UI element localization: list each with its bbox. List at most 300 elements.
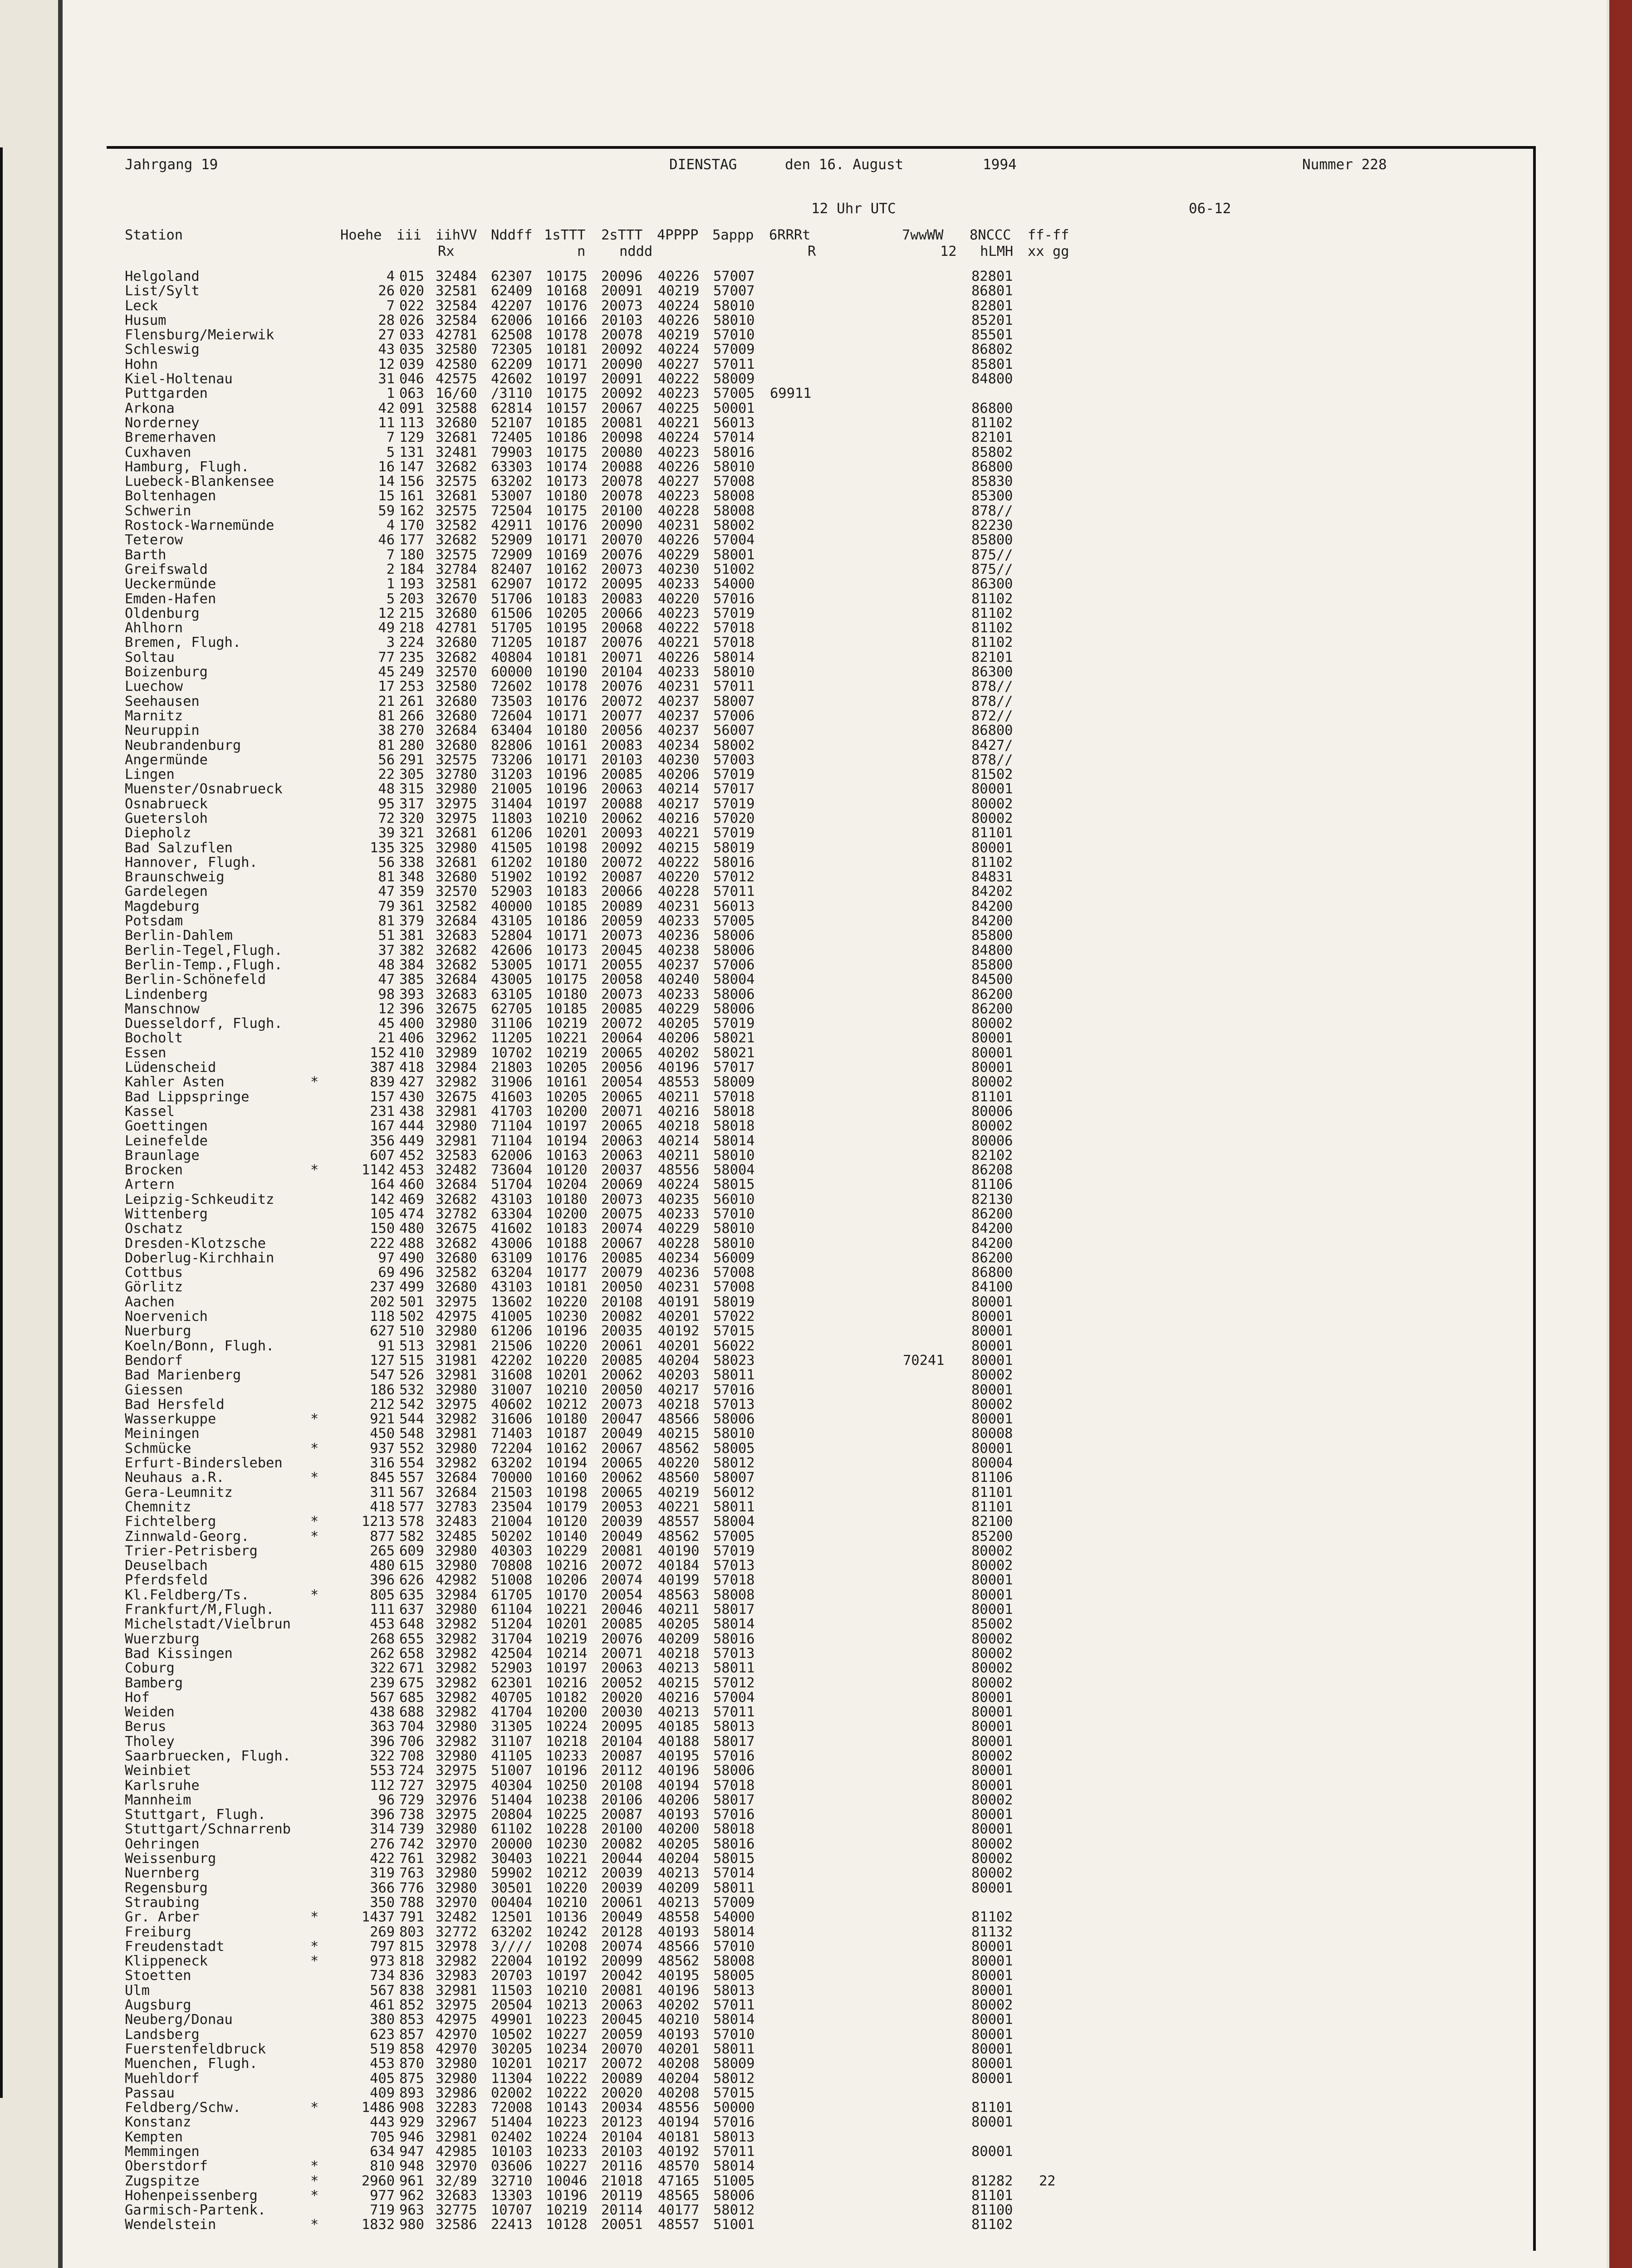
station-name: Osnabrueck: [125, 796, 208, 812]
iihvv-value: 32981: [436, 1982, 477, 1999]
nddff-value: 41603: [491, 1089, 533, 1105]
5appp-value: 58012: [713, 2070, 755, 2087]
5appp-value: 57010: [713, 2026, 755, 2043]
ffff-value: [1039, 1222, 1056, 1236]
4pppp-value: 48562: [658, 1528, 700, 1545]
7wwww-value: [903, 914, 944, 929]
2sttt-value: 20073: [601, 1191, 643, 1207]
binding-gutter: [0, 0, 59, 2268]
2sttt-value: 20059: [601, 2026, 643, 2043]
iihvv-value: 32975: [436, 1294, 477, 1310]
4pppp-value: 40192: [658, 2144, 700, 2160]
7wwww-value: [903, 1676, 944, 1691]
iii-value: 582: [399, 1528, 424, 1545]
ffff-value: [1039, 1310, 1056, 1324]
ffff-value: [1039, 1251, 1056, 1266]
6rrrt-value: [770, 1896, 811, 1910]
hoehe-value: 27: [378, 327, 395, 343]
nddff-value: 41703: [491, 1103, 533, 1119]
4pppp-value: 40177: [658, 2202, 700, 2219]
5appp-value: 58012: [713, 2202, 755, 2219]
iihvv-value: 32588: [436, 400, 477, 416]
4pppp-value: 40181: [658, 2129, 700, 2145]
station-name: Bamberg: [125, 1675, 183, 1691]
5appp-value: 58005: [713, 1968, 755, 1984]
mountain-marker: *: [310, 1587, 319, 1603]
ffff-value: [1039, 650, 1056, 665]
1sttt-value: 10185: [546, 1001, 588, 1017]
1sttt-value: 10230: [546, 1836, 588, 1852]
5appp-value: 57004: [713, 532, 755, 548]
mountain-marker: [310, 1984, 319, 1998]
8nccc-value: 86801: [971, 283, 1013, 299]
iii-value: 544: [399, 1411, 424, 1427]
1sttt-value: 10200: [546, 1704, 588, 1721]
hoehe-value: 81: [378, 737, 395, 753]
iii-value: 280: [399, 737, 424, 753]
ffff-value: [1039, 694, 1056, 709]
8nccc-value: 80001: [971, 1733, 1013, 1750]
6rrrt-column: [770, 269, 811, 2233]
8nccc-value: 82102: [971, 1147, 1013, 1163]
hoehe-value: 350: [370, 1894, 395, 1911]
1sttt-value: 10212: [546, 1396, 588, 1413]
ffff-value: [1039, 929, 1056, 943]
5appp-value: 57013: [713, 1558, 755, 1574]
6rrrt-value: [770, 1705, 811, 1720]
6rrrt-value: [770, 1266, 811, 1280]
nddff-value: 52903: [491, 1660, 533, 1677]
5appp-value: 58014: [713, 1924, 755, 1940]
2sttt-value: 20069: [601, 1177, 643, 1193]
8nccc-value: 80001: [971, 1602, 1013, 1618]
4pppp-value: 40229: [658, 1001, 700, 1017]
iii-value: 776: [399, 1880, 424, 1896]
5appp-value: 57017: [713, 781, 755, 797]
station-name: Kahler Asten: [125, 1074, 225, 1090]
ffff-value: [1039, 1354, 1056, 1368]
5appp-value: 58004: [713, 972, 755, 988]
7wwww-value: [903, 1559, 944, 1573]
ffff-value: [1039, 2189, 1056, 2203]
iii-value: 763: [399, 1865, 424, 1882]
6rrrt-value: [770, 2042, 811, 2057]
5appp-value: 58009: [713, 371, 755, 387]
ffff-value: [1039, 1515, 1056, 1529]
iii-value: 393: [399, 986, 424, 1002]
iii-value: 129: [399, 430, 424, 446]
5appp-value: 57014: [713, 1865, 755, 1882]
iihvv-value: 32684: [436, 723, 477, 739]
8nccc-value: 81100: [971, 2202, 1013, 2219]
iii-value: 548: [399, 1426, 424, 1442]
7wwww-value: [903, 1471, 944, 1485]
ffff-value: [1039, 943, 1056, 958]
mountain-marker: [310, 943, 319, 958]
1sttt-value: 10120: [546, 1162, 588, 1178]
iii-value: 359: [399, 884, 424, 900]
ffff-value: [1039, 1632, 1056, 1647]
5appp-value: 51002: [713, 561, 755, 577]
nddff-value: 52107: [491, 415, 533, 431]
7wwww-value: [903, 1237, 944, 1251]
iihvv-value: 32683: [436, 986, 477, 1002]
8nccc-value: 80001: [971, 1060, 1013, 1076]
2sttt-value: 20103: [601, 752, 643, 768]
station-name: Karlsruhe: [125, 1777, 200, 1794]
mountain-marker: [310, 1559, 319, 1573]
5appp-value: 57009: [713, 342, 755, 358]
iii-value: 501: [399, 1294, 424, 1310]
mountain-marker: [310, 826, 319, 841]
mountain-marker: [310, 767, 319, 782]
6rrrt-value: [770, 357, 811, 372]
iii-value: 046: [399, 371, 424, 387]
5appp-value: 57015: [713, 1323, 755, 1339]
ffff-value: [1039, 797, 1056, 811]
iii-value: 430: [399, 1089, 424, 1105]
col-ffff-header: ff-ff: [1028, 227, 1069, 243]
hoehe-value: 1213: [361, 1514, 395, 1530]
station-name: Bocholt: [125, 1030, 183, 1046]
ffff-value: [1039, 870, 1056, 885]
iihvv-value: 32980: [436, 2056, 477, 2072]
5appp-value: 57008: [713, 474, 755, 490]
8nccc-value: 80001: [971, 840, 1013, 856]
ffff-value: [1039, 284, 1056, 298]
nddff-value: 32710: [491, 2173, 533, 2189]
iii-value: 177: [399, 532, 424, 548]
6rrrt-value: [770, 811, 811, 826]
1sttt-value: 10180: [546, 986, 588, 1002]
mountain-marker: [310, 1061, 319, 1075]
6rrrt-value: [770, 1178, 811, 1192]
hoehe-value: 157: [370, 1089, 395, 1105]
8nccc-value: [971, 2130, 1013, 2145]
hoehe-value: 553: [370, 1763, 395, 1779]
1sttt-value: 10157: [546, 400, 588, 416]
6rrrt-value: [770, 1940, 811, 1954]
6rrrt-value: [770, 723, 811, 738]
hoehe-value: 202: [370, 1294, 395, 1310]
1sttt-value: 10238: [546, 1792, 588, 1808]
8nccc-value: 85800: [971, 928, 1013, 944]
4pppp-value: 40200: [658, 1821, 700, 1838]
7wwww-value: [903, 1398, 944, 1412]
2sttt-value: 20070: [601, 2041, 643, 2057]
station-name: Neuhaus a.R.: [125, 1470, 225, 1486]
iihvv-value: 32680: [436, 693, 477, 709]
4pppp-value: 40211: [658, 1089, 700, 1105]
6rrrt-value: [770, 1119, 811, 1134]
mountain-marker: [310, 855, 319, 870]
hoehe-value: 91: [378, 1338, 395, 1354]
2sttt-value: 20083: [601, 737, 643, 753]
nddff-value: 3////: [491, 1938, 533, 1955]
6rrrt-value: [770, 1998, 811, 2013]
iii-value: 729: [399, 1792, 424, 1808]
6rrrt-value: [770, 929, 811, 943]
mountain-marker: [310, 1046, 319, 1061]
hoehe-value: 111: [370, 1602, 395, 1618]
iii-value: 838: [399, 1982, 424, 1999]
station-name: Angermünde: [125, 752, 208, 768]
station-name: Oschatz: [125, 1221, 183, 1237]
mountain-marker: [310, 299, 319, 313]
8nccc-value: 81101: [971, 825, 1013, 841]
2sttt-value: 20042: [601, 1968, 643, 1984]
6rrrt-value: [770, 1749, 811, 1764]
2sttt-value: 20046: [601, 1602, 643, 1618]
iihvv-value: 42580: [436, 356, 477, 372]
hoehe-value: 38: [378, 723, 395, 739]
nddff-value: 13303: [491, 2187, 533, 2204]
6rrrt-value: [770, 504, 811, 518]
6rrrt-value: [770, 1412, 811, 1427]
8nccc-value: 81502: [971, 767, 1013, 783]
nddff-value: 10707: [491, 2202, 533, 2219]
2sttt-value: 20072: [601, 854, 643, 870]
ffff-value: [1039, 1002, 1056, 1017]
7wwww-value: [903, 1222, 944, 1236]
1sttt-value: 10229: [546, 1543, 588, 1559]
mountain-marker: [310, 782, 319, 797]
4pppp-value: 40223: [658, 386, 700, 402]
1sttt-value: 10216: [546, 1675, 588, 1691]
right-frame-rule: [1533, 146, 1536, 2251]
5appp-value: 57019: [713, 796, 755, 812]
2sttt-value: 20049: [601, 1528, 643, 1545]
station-name: Gr. Arber: [125, 1909, 200, 1926]
2sttt-value: 20108: [601, 1294, 643, 1310]
5appp-value: 58012: [713, 1455, 755, 1471]
hoehe-value: 11: [378, 415, 395, 431]
2sttt-value: 20090: [601, 518, 643, 534]
station-name: Koeln/Bonn, Flugh.: [125, 1338, 274, 1354]
5appp-value: 58017: [713, 1602, 755, 1618]
nddff-value: 02402: [491, 2129, 533, 2145]
hoehe-value: 268: [370, 1631, 395, 1647]
4pppp-value: 40205: [658, 1836, 700, 1852]
iii-value: 791: [399, 1909, 424, 1926]
iihvv-value: 32982: [436, 1631, 477, 1647]
iihvv-value: 32580: [436, 679, 477, 695]
mountain-marker: [310, 1339, 319, 1354]
6rrrt-value: [770, 1661, 811, 1676]
nddff-value: 42911: [491, 518, 533, 534]
ffff-value: [1039, 1061, 1056, 1075]
iii-value: 761: [399, 1851, 424, 1867]
7wwww-value: [903, 1822, 944, 1837]
iihvv-value: 32485: [436, 1528, 477, 1545]
1sttt-value: 10220: [546, 1338, 588, 1354]
ffff-value: [1039, 1017, 1056, 1031]
2sttt-value: 20073: [601, 1396, 643, 1413]
iii-value: 460: [399, 1177, 424, 1193]
4pppp-value: 40196: [658, 1982, 700, 1999]
6rrrt-value: [770, 1237, 811, 1251]
station-name: Lüdenscheid: [125, 1060, 216, 1076]
station-name: Goettingen: [125, 1118, 208, 1134]
2sttt-value: 20077: [601, 708, 643, 724]
7wwww-value: [903, 1266, 944, 1280]
4pppp-value: 40221: [658, 415, 700, 431]
ffff-value: [1039, 1119, 1056, 1134]
7wwww-value: [903, 1852, 944, 1866]
4pppp-value: 40225: [658, 400, 700, 416]
4pppp-value: 40199: [658, 1572, 700, 1589]
hoehe-value: 21: [378, 1030, 395, 1046]
4pppp-value: 48553: [658, 1074, 700, 1090]
iii-value: 688: [399, 1704, 424, 1721]
6rrrt-value: [770, 328, 811, 342]
nddff-value: 53005: [491, 957, 533, 973]
1sttt-value: 10176: [546, 298, 588, 314]
5appp-value: 51005: [713, 2173, 755, 2189]
2sttt-value: 20045: [601, 2012, 643, 2028]
5appp-value: 58007: [713, 1470, 755, 1486]
hoehe-value: 547: [370, 1367, 395, 1383]
hoehe-value: 734: [370, 1968, 395, 1984]
5appp-value: 57019: [713, 1016, 755, 1032]
col-ffff-subheader: xx gg: [1028, 244, 1069, 259]
hoehe-value: 164: [370, 1177, 395, 1193]
hoehe-value: 167: [370, 1118, 395, 1134]
4pppp-value: 48565: [658, 2187, 700, 2204]
4pppp-value: 40224: [658, 1177, 700, 1193]
6rrrt-value: [770, 299, 811, 313]
8nccc-value: 80002: [971, 1016, 1013, 1032]
6rrrt-value: [770, 1852, 811, 1866]
station-name: Noervenich: [125, 1309, 208, 1325]
nddff-value: 71403: [491, 1426, 533, 1442]
iii-value: 305: [399, 767, 424, 783]
hoehe-value: 12: [378, 605, 395, 621]
hoehe-value: 112: [370, 1777, 395, 1794]
7wwww-value: [903, 430, 944, 445]
6rrrt-value: [770, 460, 811, 474]
nddff-value: 62409: [491, 283, 533, 299]
2sttt-value: 20063: [601, 1147, 643, 1163]
col-1sttt-header: 1sTTT: [544, 227, 586, 243]
2sttt-value: 20058: [601, 972, 643, 988]
iihvv-value: 32582: [436, 518, 477, 534]
2sttt-value: 20056: [601, 723, 643, 739]
2sttt-value: 20074: [601, 1938, 643, 1955]
4pppp-value: 48566: [658, 1411, 700, 1427]
nddff-value: 71205: [491, 635, 533, 651]
hoehe-value: 222: [370, 1235, 395, 1251]
5appp-value: 58011: [713, 1880, 755, 1896]
7wwww-value: [903, 2101, 944, 2115]
7wwww-value: [903, 767, 944, 782]
1sttt-value: 10187: [546, 635, 588, 651]
ffff-value: [1039, 1837, 1056, 1852]
hoehe-value: 231: [370, 1103, 395, 1119]
7wwww-value: [903, 1207, 944, 1222]
iii-value: 444: [399, 1118, 424, 1134]
nddff-value: 61705: [491, 1587, 533, 1603]
ffff-value: [1039, 782, 1056, 797]
nddff-value: 49901: [491, 2012, 533, 2028]
iihvv-value: 32984: [436, 1587, 477, 1603]
1sttt-value: 10175: [546, 444, 588, 460]
nddff-value: /3110: [491, 386, 533, 402]
7wwww-value: [903, 1588, 944, 1603]
nddff-value: 62307: [491, 269, 533, 284]
iii-value: 635: [399, 1587, 424, 1603]
nddff-value: 51008: [491, 1572, 533, 1589]
1sttt-value: 10201: [546, 1367, 588, 1383]
iii-value: 325: [399, 840, 424, 856]
iihvv-value: 32675: [436, 1089, 477, 1105]
7wwww-value: [903, 841, 944, 855]
4pppp-value: 40233: [658, 664, 700, 680]
1sttt-value: 10220: [546, 1880, 588, 1896]
2sttt-value: 20073: [601, 298, 643, 314]
nddff-value: 51404: [491, 1792, 533, 1808]
nddff-value: 30205: [491, 2041, 533, 2057]
ffff-value: [1039, 2115, 1056, 2130]
7wwww-value: [903, 1764, 944, 1778]
nddff-value: 72305: [491, 342, 533, 358]
hoehe-value: 363: [370, 1719, 395, 1735]
2sttt-value: 20114: [601, 2202, 643, 2219]
iihvv-value: 32982: [436, 1616, 477, 1633]
ffff-value: [1039, 2057, 1056, 2071]
iihvv-value: 32976: [436, 1792, 477, 1808]
iihvv-value: 32975: [436, 1777, 477, 1794]
6rrrt-value: [770, 445, 811, 460]
iihvv-value: 32680: [436, 737, 477, 753]
station-name: Coburg: [125, 1660, 175, 1677]
1sttt-value: 10180: [546, 1411, 588, 1427]
4pppp-value: 40220: [658, 1455, 700, 1471]
col-1sttt-subheader: n: [577, 244, 586, 259]
ffff-value: [1039, 855, 1056, 870]
2sttt-value: 20035: [601, 1323, 643, 1339]
2sttt-value: 20039: [601, 1865, 643, 1882]
hoehe-value: 12: [378, 356, 395, 372]
1sttt-value: 10173: [546, 942, 588, 958]
nddff-value: 11205: [491, 1030, 533, 1046]
1sttt-value: 10201: [546, 1616, 588, 1633]
1sttt-value: 10217: [546, 2056, 588, 2072]
7wwww-value: [903, 2159, 944, 2174]
4pppp-value: 40218: [658, 1118, 700, 1134]
nddff-value: 20000: [491, 1836, 533, 1852]
7wwww-value: [903, 621, 944, 635]
station-name: Diepholz: [125, 825, 191, 841]
station-name: Barth: [125, 547, 167, 563]
ffff-value: [1039, 2159, 1056, 2174]
4pppp-value: 40231: [658, 679, 700, 695]
2sttt-value: 20051: [601, 2217, 643, 2233]
1sttt-value: 10046: [546, 2173, 588, 2189]
iihvv-value: 32575: [436, 547, 477, 563]
6rrrt-value: [770, 694, 811, 709]
2sttt-value: 20083: [601, 591, 643, 607]
7wwww-value: [903, 1515, 944, 1529]
station-name: List/Sylt: [125, 283, 200, 299]
1sttt-value: 10210: [546, 810, 588, 826]
station-name: Husum: [125, 312, 167, 328]
8nccc-value: 80002: [971, 1396, 1013, 1413]
7wwww-value: [903, 1749, 944, 1764]
hoehe-value: 4: [386, 269, 395, 284]
8nccc-value: 86800: [971, 723, 1013, 739]
iii-value: 180: [399, 547, 424, 563]
